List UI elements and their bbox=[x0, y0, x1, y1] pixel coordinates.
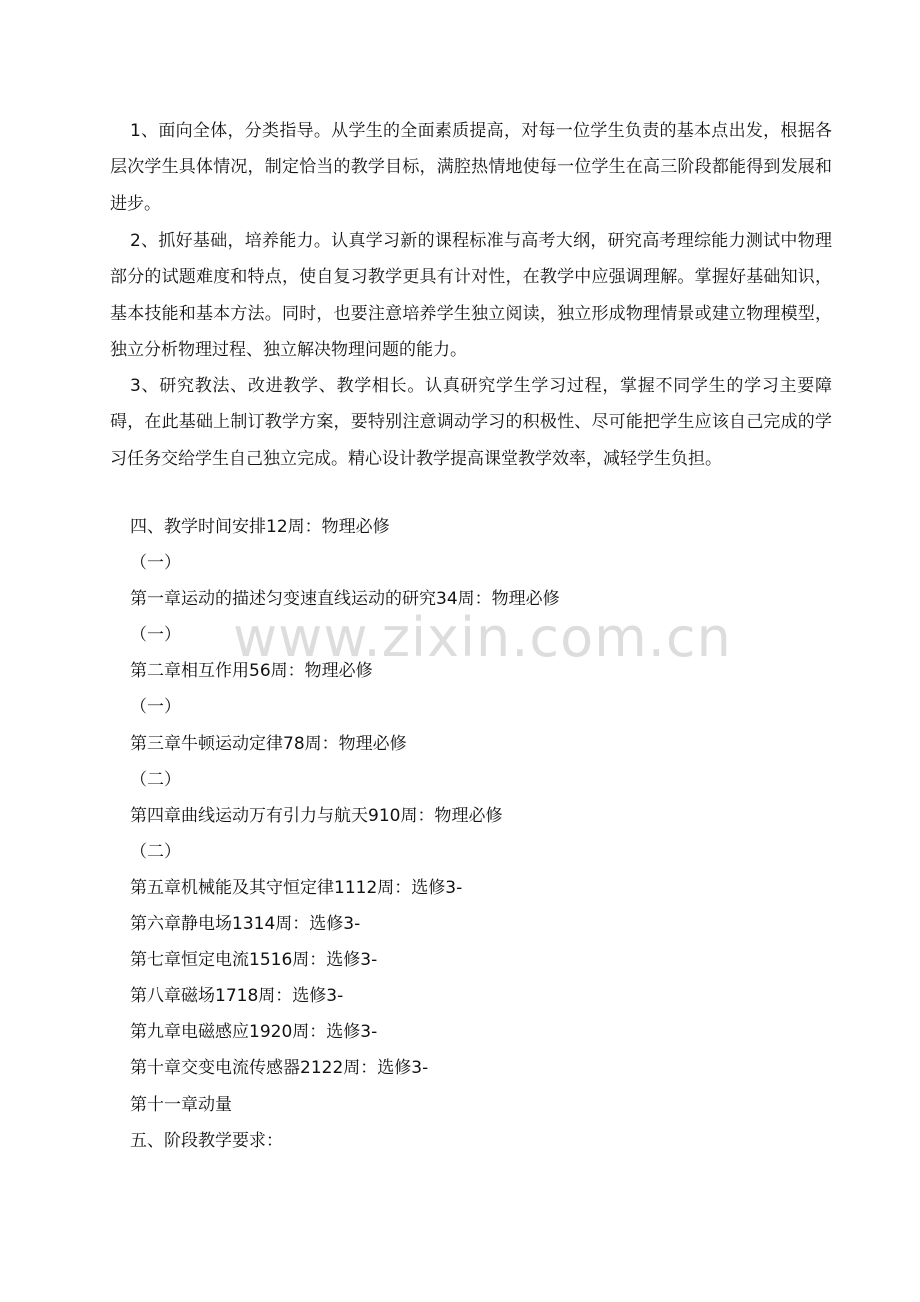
list-item: （二） bbox=[130, 770, 181, 790]
list-item: 第十章交变电流传感器2122周：选修3- bbox=[130, 1058, 429, 1078]
list-item: 第六章静电场1314周：选修3- bbox=[130, 914, 361, 934]
list-item: （一） bbox=[130, 625, 181, 645]
list-item: （一） bbox=[130, 697, 181, 717]
paragraph-3: 3、研究教法、改进教学、教学相长。认真研究学生学习过程，掌握不同学生的学习主要障碍，在此基础上制订教学方案，要特别注意调动学习的积极性、尽可能把学生应该自己完成的学习任务交给学生自己独立完成。精心设计教学提高课堂教学效率，减轻学生负担。 bbox=[110, 376, 832, 469]
list-item: 第四章曲线运动万有引力与航天910周：物理必修 bbox=[130, 806, 503, 826]
paragraph-1: 1、面向全体，分类指导。从学生的全面素质提高，对每一位学生负责的基本点出发，根据各层次学生具体情况，制定恰当的教学目标，满腔热情地使每一位学生在高三阶段都能得到发展和进步。 bbox=[110, 121, 832, 214]
list-item: 第八章磁场1718周：选修3- bbox=[130, 986, 344, 1006]
section-heading-5: 五、阶段教学要求： bbox=[130, 1131, 283, 1151]
list-item: 第一章运动的描述匀变速直线运动的研究34周：物理必修 bbox=[130, 589, 560, 609]
watermark: www.zixin.com.cn bbox=[233, 606, 732, 669]
list-item: 第九章电磁感应1920周：选修3- bbox=[130, 1022, 378, 1042]
list-item: 第五章机械能及其守恒定律1112周：选修3- bbox=[130, 878, 463, 898]
list-item: 第七章恒定电流1516周：选修3- bbox=[130, 950, 378, 970]
paragraph-2: 2、抓好基础，培养能力。认真学习新的课程标准与高考大纲，研究高考理综能力测试中物理部分的试题难度和特点，使自复习教学更具有计对性，在教学中应强调理解。掌握好基础知识，基本技能和基本方法。同时，也要注意培养学生独立阅读，独立形成物理情景或建立物理模型，独立分析物理过程、独立解决物理问题的能力。 bbox=[110, 231, 832, 361]
list-item: 第三章牛顿运动定律78周：物理必修 bbox=[130, 734, 407, 754]
section-heading-4: 四、教学时间安排12周：物理必修 bbox=[130, 517, 390, 537]
list-item: 第十一章动量 bbox=[130, 1095, 232, 1115]
list-item: （一） bbox=[130, 553, 181, 573]
list-item: （二） bbox=[130, 842, 181, 862]
list-item: 第二章相互作用56周：物理必修 bbox=[130, 661, 373, 681]
